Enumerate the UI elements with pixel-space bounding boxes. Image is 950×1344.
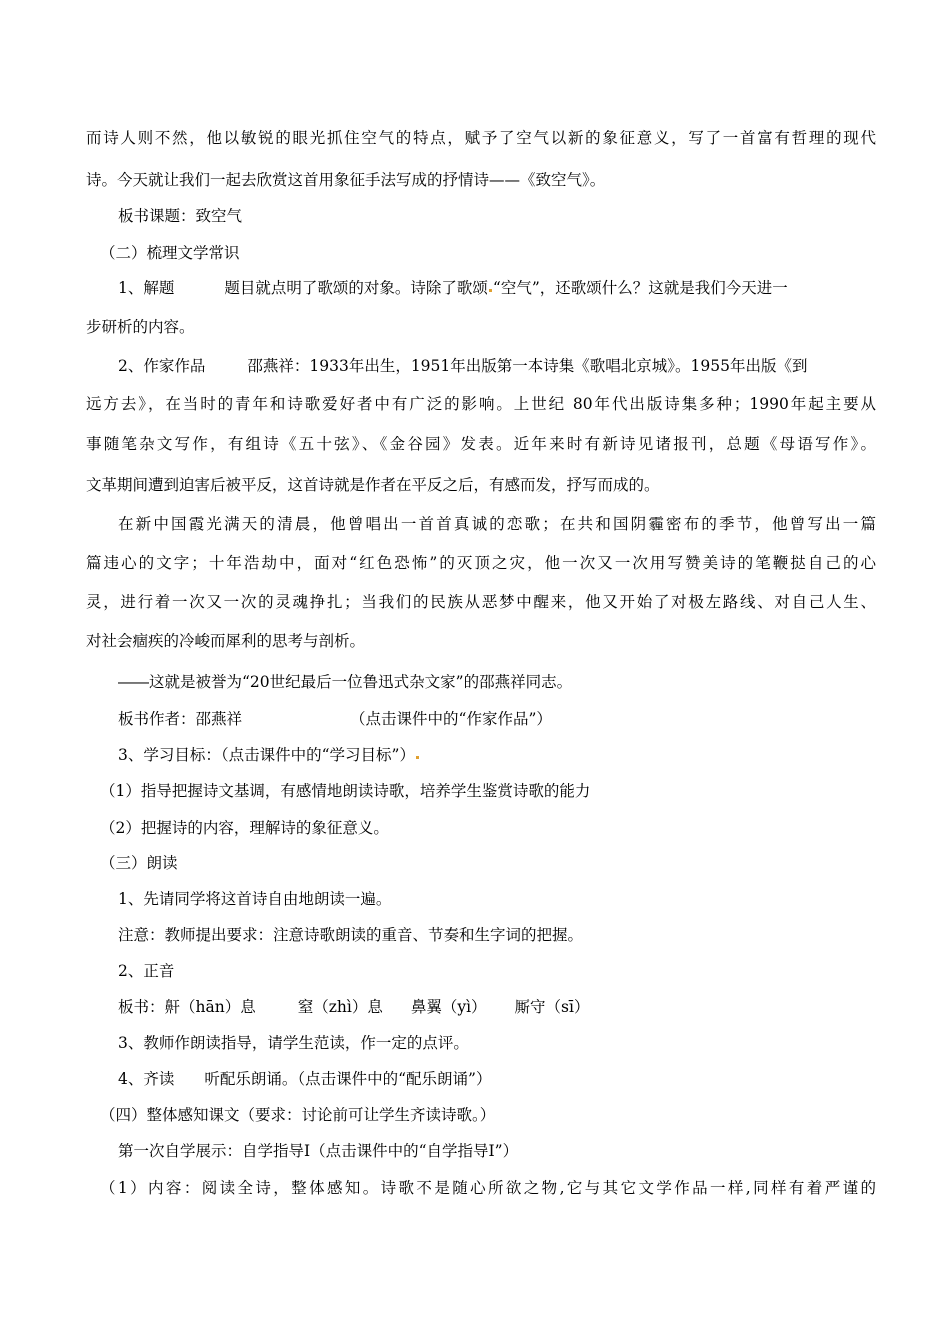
paragraph-line: 注意：教师提出要求：注意诗歌朗读的重音、节奏和生字词的把握。	[118, 926, 584, 944]
paragraph-line: 2、正音	[118, 962, 175, 980]
item-text: 邵燕祥：1933年出生，1951年出版第一本诗集《歌唱北京城》。1955年出版《到	[247, 357, 808, 375]
paragraph-line: 文革期间遭到迫害后被平反，这首诗就是作者在平反之后，有感而发，抒写而成的。	[86, 476, 660, 494]
paragraph-line: 步研析的内容。	[86, 318, 195, 336]
pronunciation-item: 板书：鼾（hān）息	[118, 998, 256, 1016]
paragraph-line: 事随笔杂文写作，有组诗《五十弦》、《金谷园》发表。近年来时有新诗见诸报刊，总题《母语写作》。	[86, 435, 876, 453]
pronunciation-item: 厮守（sī）	[514, 998, 590, 1016]
paragraph-line: 而诗人则不然，他以敏锐的眼光抓住空气的特点，赋予了空气以新的象征意义，写了一首富有哲理的现代	[86, 129, 876, 147]
paragraph-line	[118, 356, 876, 376]
pronunciation-line	[118, 997, 876, 1017]
highlight-mark	[416, 756, 419, 759]
paragraph-line: 对社会痼疾的冷峻而犀利的思考与剖析。	[86, 632, 366, 650]
paragraph-line	[118, 278, 876, 298]
section-heading: （二）梳理文学常识	[100, 244, 240, 262]
paragraph-line	[118, 709, 876, 729]
paragraph-line: 诗。今天就让我们一起去欣赏这首用象征手法写成的抒情诗——《致空气》。	[86, 171, 606, 189]
paragraph-line: 灵，进行着一次又一次的灵魂挣扎；当我们的民族从恶梦中醒来，他又开始了对极左路线、对自己人生、	[86, 593, 876, 611]
board-title-line: 板书课题：致空气	[118, 207, 243, 225]
paragraph-line	[118, 1069, 876, 1089]
item-text: 听配乐朗诵。（点击课件中的“配乐朗诵”）	[204, 1070, 492, 1088]
paragraph-line: （2）把握诗的内容，理解诗的象征意义。	[100, 819, 389, 837]
paragraph-line: 篇违心的文字；十年浩劫中，面对“红色恐怖”的灭顶之灾，他一次又一次用写赞美诗的笔鞭挞自己的心	[86, 554, 876, 572]
section-heading: （三）朗读	[100, 854, 178, 872]
paragraph-line: ――这就是被誉为“20世纪最后一位鲁迅式杂文家”的邵燕祥同志。	[118, 673, 573, 691]
item-label: 1、解题	[118, 279, 175, 297]
paragraph-line: 第一次自学展示：自学指导Ⅰ（点击课件中的“自学指导Ⅰ”）	[118, 1142, 519, 1160]
item-text: “空气”，还歌颂什么？这就是我们今天进一	[492, 279, 788, 297]
highlight-mark	[489, 289, 492, 292]
paragraph-line: 3、教师作朗读指导，请学生范读，作一定的点评。	[118, 1034, 469, 1052]
section-heading: （四）整体感知课文（要求：讨论前可让学生齐读诗歌。）	[100, 1106, 496, 1124]
paragraph-line: （1）指导把握诗文基调，有感情地朗读诗歌，培养学生鉴赏诗歌的能力	[100, 782, 591, 800]
item-text: 题目就点明了歌颂的对象。诗除了歌颂	[224, 279, 488, 297]
paragraph-line: 远方去》，在当时的青年和诗歌爱好者中有广泛的影响。上世纪 80年代出版诗集多种；1990年起主要从	[86, 395, 876, 413]
pronunciation-item: 窒（zhì）息	[297, 998, 383, 1016]
paragraph-line: （1）内容：阅读全诗，整体感知。诗歌不是随心所欲之物,它与其它文学作品一样,同样有着严谨的	[100, 1179, 876, 1197]
paragraph-line	[118, 745, 876, 765]
paragraph-line: 在新中国霞光满天的清晨，他曾唱出一首首真诚的恋歌；在共和国阴霾密布的季节，他曾写出一篇	[118, 515, 876, 533]
item-label: 2、作家作品	[118, 357, 206, 375]
courseware-note: （点击课件中的“作家作品”）	[350, 710, 552, 728]
pronunciation-item: 鼻翼（yì）	[410, 998, 487, 1016]
item-text: 3、学习目标：（点击课件中的“学习目标”）	[118, 746, 415, 764]
board-author: 板书作者：邵燕祥	[118, 710, 243, 728]
paragraph-line: 1、先请同学将这首诗自由地朗读一遍。	[118, 890, 392, 908]
item-label: 4、齐读	[118, 1070, 175, 1088]
